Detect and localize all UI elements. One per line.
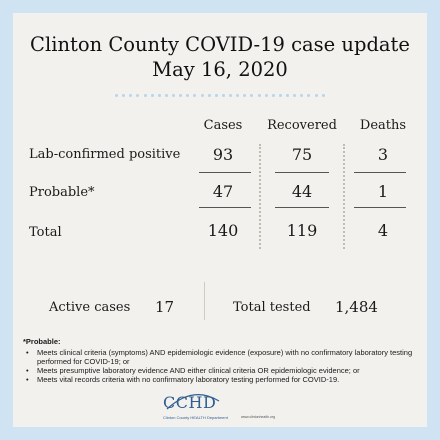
row-label-total: Total <box>29 225 62 240</box>
lab-confirmed-recovered: 75 <box>291 145 313 164</box>
footnote-item: • Meets vital records criteria with no confirmatory laboratory testing performed for COVID-19. <box>23 375 419 384</box>
active-cases-value: 17 <box>155 298 175 316</box>
lab-confirmed-cases: 93 <box>212 145 234 164</box>
dotted-divider <box>115 93 325 97</box>
report-date: May 16, 2020 <box>152 58 288 81</box>
underline <box>199 172 251 173</box>
underline <box>275 207 329 208</box>
total-tested-label: Total tested <box>233 300 311 315</box>
probable-recovered: 44 <box>291 182 313 201</box>
underline <box>199 207 251 208</box>
probable-cases: 47 <box>212 182 234 201</box>
probable-deaths: 1 <box>377 182 389 201</box>
column-header-cases: Cases <box>203 118 243 133</box>
footnote-item: • Meets clinical criteria (symptoms) AND epidemiologic evidence (exposure) with no confirmatory laboratory testing performed for COVID-19; or <box>23 348 419 366</box>
underline <box>275 172 329 173</box>
column-header-deaths: Deaths <box>359 118 407 133</box>
total-cases: 140 <box>207 221 239 240</box>
column-separator <box>259 144 261 249</box>
active-cases-label: Active cases <box>49 300 131 315</box>
total-deaths: 4 <box>377 221 389 240</box>
summary-divider <box>204 282 205 320</box>
logo-mark: CCHD <box>163 393 217 412</box>
row-label-probable: Probable* <box>29 185 95 200</box>
footnote-list <box>23 348 419 384</box>
column-separator <box>343 144 345 249</box>
column-header-recovered: Recovered <box>267 118 337 133</box>
total-tested-value: 1,484 <box>335 298 378 316</box>
cchd-logo <box>163 391 278 427</box>
footnote-item: • Meets presumptive laboratory evidence AND either clinical criteria OR epidemiologic evidence; or <box>23 366 419 375</box>
logo-subtitle: Clinton County HEALTH Department <box>163 415 228 420</box>
logo-url: www.clintonhealth.org <box>241 415 276 419</box>
underline <box>354 172 406 173</box>
total-recovered: 119 <box>286 221 318 240</box>
row-label-lab-confirmed: Lab-confirmed positive <box>29 147 181 162</box>
update-card <box>13 13 427 427</box>
page-title: Clinton County COVID-19 case update <box>30 33 410 56</box>
footnote-heading: *Probable: <box>23 337 61 346</box>
underline <box>354 207 406 208</box>
lab-confirmed-deaths: 3 <box>377 145 389 164</box>
